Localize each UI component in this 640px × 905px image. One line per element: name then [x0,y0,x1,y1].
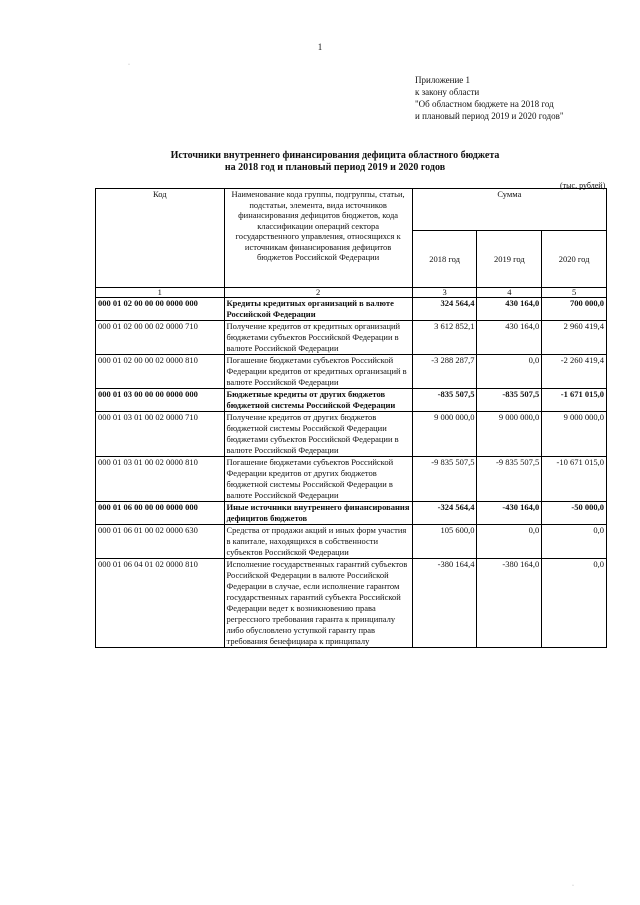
header-name: Наименование кода группы, подгруппы, статьи, подстатьи, элемента, вида источников финансирования дефицитов бюджетов, кода классификации операций сектора государственного управления, относящихся к источникам финансирования дефицитов бюджетов Российской Федерации [224,189,412,288]
budget-table [95,188,607,648]
value-2020: -10 671 015,0 [542,457,607,502]
value-2020: 0,0 [542,525,607,559]
row-name: Бюджетные кредиты от других бюджетов бюджетной системы Российской Федерации [224,389,412,412]
value-2019: 9 000 000,0 [477,412,542,457]
value-2018: -380 164,4 [412,559,477,648]
document-title [150,150,520,174]
table-row [96,525,607,559]
row-name: Получение кредитов от других бюджетов бюджетной системы Российской Федерации бюджетами субъектов Российской Федерации в валюте Российской Федерации [224,412,412,457]
appendix-line: и плановый период 2019 и 2020 годов" [415,111,564,121]
appendix-line: к закону области [415,87,480,97]
value-2018: 9 000 000,0 [412,412,477,457]
row-code: 000 01 02 00 00 02 0000 810 [96,355,225,389]
value-2019: 430 164,0 [477,321,542,355]
header-year-2018: 2018 год [412,231,477,288]
column-number: 1 [96,288,225,298]
value-2019: -380 164,0 [477,559,542,648]
row-name: Кредиты кредитных организаций в валюте Российской Федерации [224,298,412,321]
row-code: 000 01 06 04 01 02 0000 810 [96,559,225,648]
title-line-1: Источники внутреннего финансирования дефицита областного бюджета [170,150,500,161]
table-row [96,457,607,502]
value-2020: -2 260 419,4 [542,355,607,389]
table-row [96,502,607,525]
row-code: 000 01 02 00 00 00 0000 000 [96,298,225,321]
value-2020: 700 000,0 [542,298,607,321]
value-2018: 105 600,0 [412,525,477,559]
column-number: 2 [224,288,412,298]
value-2020: 0,0 [542,559,607,648]
table-row [96,355,607,389]
value-2018: 3 612 852,1 [412,321,477,355]
header-sum: Сумма [412,189,606,231]
header-year-2020: 2020 год [542,231,607,288]
value-2019: 430 164,0 [477,298,542,321]
appendix-line: Приложение 1 [415,75,471,85]
value-2018: -324 564,4 [412,502,477,525]
value-2018: -835 507,5 [412,389,477,412]
units-label: (тыс. рублей) [560,181,606,190]
value-2018: -3 288 287,7 [412,355,477,389]
value-2019: -835 507,5 [477,389,542,412]
value-2018: -9 835 507,5 [412,457,477,502]
table-row [96,321,607,355]
row-name: Средства от продажи акций и иных форм участия в капитале, находящихся в собственности субъектов Российской Федерации [224,525,412,559]
value-2020: 9 000 000,0 [542,412,607,457]
row-code: 000 01 03 01 00 02 0000 710 [96,412,225,457]
value-2019: 0,0 [477,355,542,389]
value-2020: 2 960 419,4 [542,321,607,355]
value-2019: -430 164,0 [477,502,542,525]
scan-speck: · [128,62,130,68]
row-name: Получение кредитов от кредитных организаций бюджетами субъектов Российской Федерации в валюте Российской Федерации [224,321,412,355]
value-2020: -50 000,0 [542,502,607,525]
table-row [96,298,607,321]
appendix-note [415,74,564,122]
page-number: 1 [317,42,323,52]
column-number: 5 [542,288,607,298]
value-2020: -1 671 015,0 [542,389,607,412]
row-code: 000 01 02 00 00 02 0000 710 [96,321,225,355]
value-2019: -9 835 507,5 [477,457,542,502]
table-row [96,559,607,648]
title-line-2: на 2018 год и плановый период 2019 и 2020 годов [224,162,446,173]
column-number: 4 [477,288,542,298]
table-row [96,389,607,412]
header-year-2019: 2019 год [477,231,542,288]
appendix-line: "Об областном бюджете на 2018 год [415,99,554,109]
row-code: 000 01 03 00 00 00 0000 000 [96,389,225,412]
row-name: Погашение бюджетами субъектов Российской Федерации кредитов от других бюджетов бюджетной системы Российской Федерации в валюте Российской Федерации [224,457,412,502]
row-code: 000 01 06 00 00 00 0000 000 [96,502,225,525]
header-code: Код [96,189,225,288]
row-code: 000 01 03 01 00 02 0000 810 [96,457,225,502]
value-2018: 324 564,4 [412,298,477,321]
row-code: 000 01 06 01 00 02 0000 630 [96,525,225,559]
column-number: 3 [412,288,477,298]
row-name: Исполнение государственных гарантий субъектов Российской Федерации в валюте Российской Федерации в случае, если исполнение гарантом государственных гарантий субъекта Российской Федерации ведет к возникновению права регрессного требования гаранта к принципалу либо обусловлено уступкой гаранту прав требования бенефициара к принципалу [224,559,412,648]
value-2019: 0,0 [477,525,542,559]
scan-speck: · [572,883,574,889]
table-row [96,412,607,457]
row-name: Погашение бюджетами субъектов Российской Федерации кредитов от кредитных организаций в валюте Российской Федерации [224,355,412,389]
row-name: Иные источники внутреннего финансирования дефицитов бюджетов [224,502,412,525]
